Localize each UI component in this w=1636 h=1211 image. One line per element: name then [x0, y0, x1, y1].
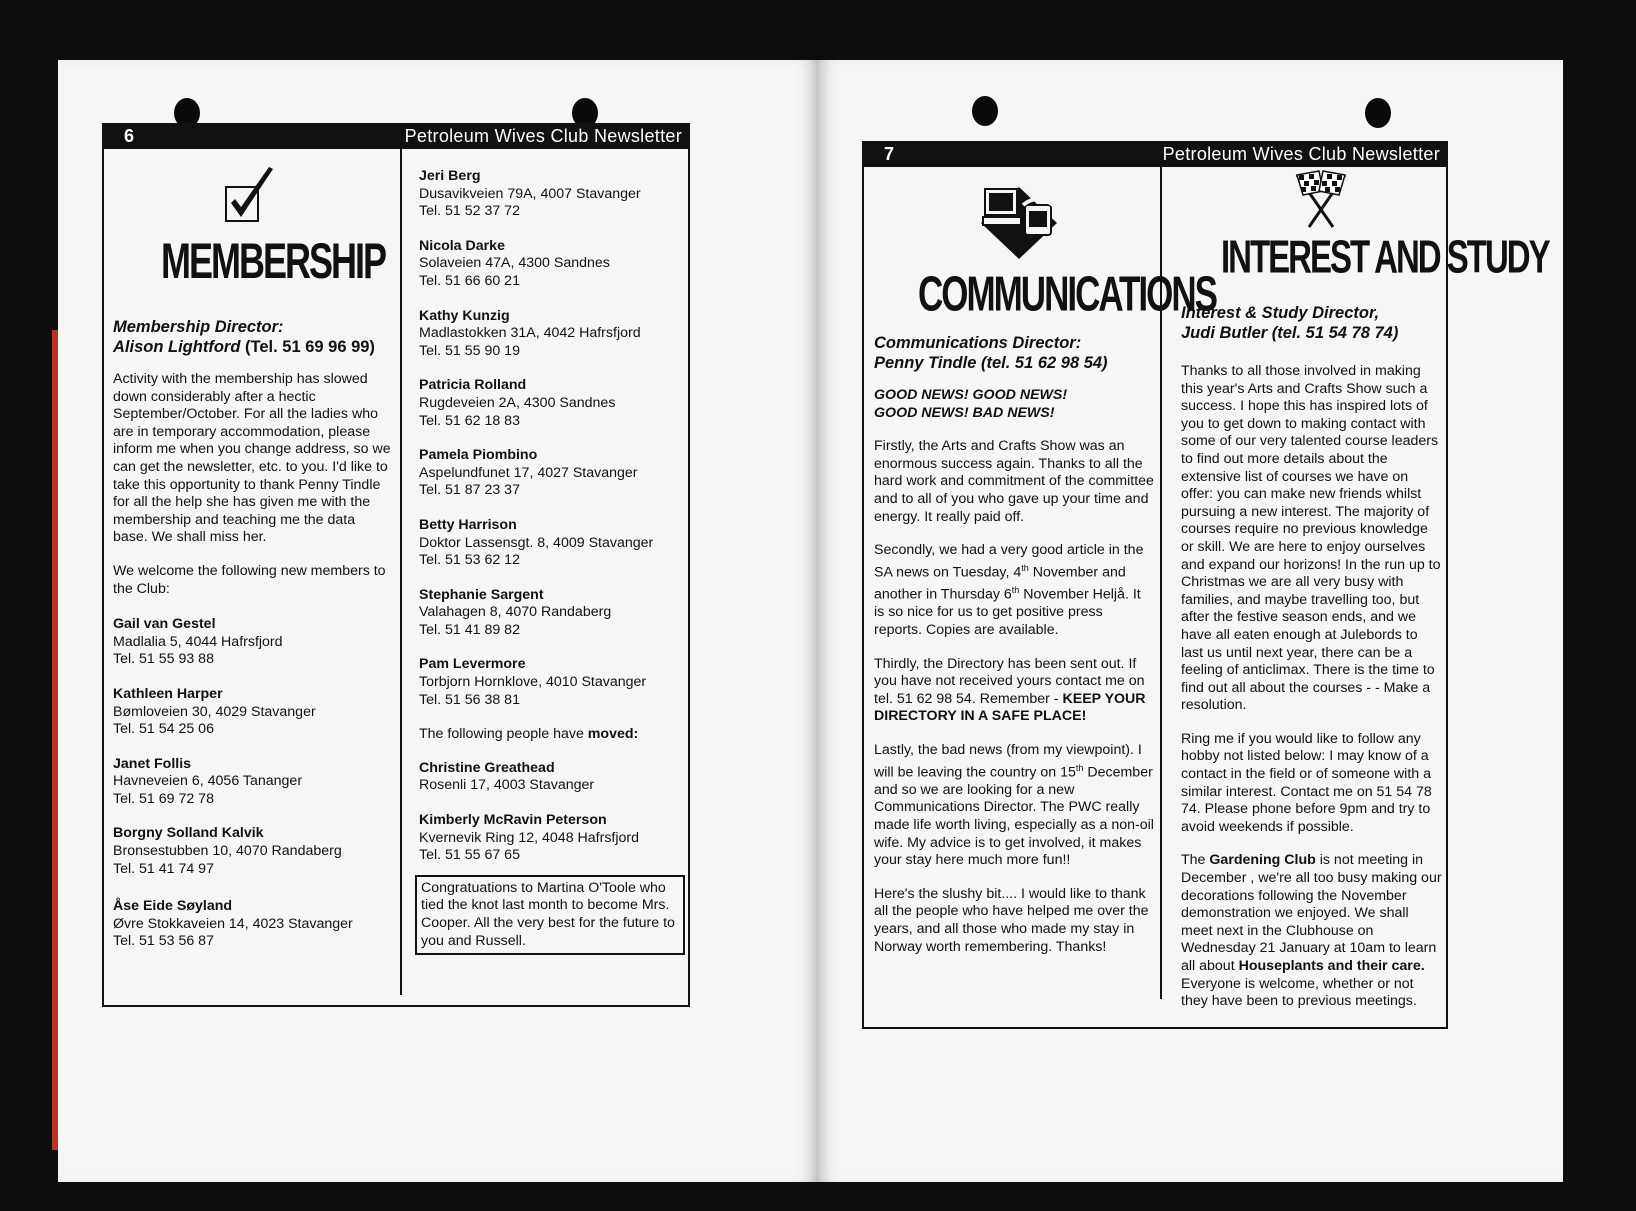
section-heading-membership: MEMBERSHIP [161, 231, 386, 289]
column-divider [400, 149, 402, 995]
checkered-flags-icon [1287, 169, 1355, 229]
comm-paragraph: Lastly, the bad news (from my viewpoint). I will be leaving the country on 15th December and so we are looking for a new Communications Director. The PWC really made life worth living, especially as a non-oil wife. My advice is to get involved, it makes your stay here much more fun!! [874, 741, 1154, 869]
list-item: Kathy Kunzig Madlastokken 31A, 4042 Hafrsfjord Tel. 51 55 90 19 [419, 307, 641, 359]
punch-hole [1365, 98, 1391, 128]
interest-study-column [1181, 165, 1549, 1027]
left-page-frame [102, 123, 690, 1007]
list-item: Jeri Berg Dusavikveien 79A, 4007 Stavanger Tel. 51 52 37 72 [419, 168, 641, 220]
section-heading-interest-study: INTEREST AND STUDY [1221, 230, 1549, 283]
newsletter-title: Petroleum Wives Club Newsletter [404, 126, 682, 146]
newsletter-title: Petroleum Wives Club Newsletter [1162, 144, 1440, 164]
list-item: Nicola Darke Solaveien 47A, 4300 Sandnes Tel. 51 66 60 21 [419, 237, 610, 289]
list-item: Betty Harrison Doktor Lassensgt. 8, 4009 Stavanger Tel. 51 53 62 12 [419, 516, 654, 569]
list-item: Christine Greathead Rosenli 17, 4003 Stavanger [419, 759, 595, 794]
list-item: Janet Follis Havneveien 6, 4056 Tananger Tel. 51 69 72 78 [113, 755, 303, 807]
page-header [864, 143, 1446, 167]
welcome-text: We welcome the following new members to the Club: [113, 562, 386, 597]
membership-director: Membership Director: Alison Lightford (Tel. 51 69 96 99) [113, 318, 375, 356]
communications-director: Communications Director: Penny Tindle (tel. 51 62 98 54) [874, 334, 1108, 372]
congratulations-box: Congratuations to Martina O'Toole who tied the knot last month to become Mrs. Cooper. All the very best for the future to you and Russell. [415, 875, 685, 955]
membership-intro: Activity with the membership has slowed down considerably after a hectic September/October. For all the ladies who are in temporary accommodation, please inform me when you change address, so we can get the newsletter, etc. to you. I'd like to take this opportunity to thank Penny Tindle for all the help she has given me with the membership and teaching me the data base. We shall miss her. [113, 371, 391, 546]
list-item: Patricia Rolland Rugdeveien 2A, 4300 Sandnes Tel. 51 62 18 83 [419, 377, 616, 429]
interest-study-director: Interest & Study Director, Judi Butler (tel. 51 54 78 74) [1181, 304, 1399, 342]
list-item: Kathleen Harper Bømloveien 30, 4029 Stavanger Tel. 51 54 25 06 [113, 685, 316, 738]
page-number: 7 [884, 144, 895, 164]
computer-telephone-icon [979, 185, 1059, 261]
checkbox-check-icon [223, 165, 277, 225]
interest-paragraph: Thanks to all those involved in making this year's Arts and Crafts Show such a success. I hope this has inspired lots of you to get down to making contact with some of our very talented course leaders to find out more details about the extensive list of courses we have on offer: you can make new friends whilst pursuing a new interest. The majority of courses require no previous knowledge or skill. We are here to enjoy ourselves and expand our horizons! In the run up to Christmas we are all very busy with families, and maybe travelling too, but after the festive season ends, and we have all eaten enough at Julebords to last us until next year, there can be a feeling of anticlimax. There is the time to find out all about the courses - - Make a resolution. [1181, 363, 1441, 714]
members-column-2 [419, 168, 681, 955]
interest-paragraph: Ring me if you would like to follow any hobby not listed below: I may know of a contact in the field or of someone with a similar interest. Contact me on 51 54 78 74. Please phone before 9pm and try to avoid weekends if possible. [1181, 730, 1432, 835]
punch-hole [972, 96, 998, 126]
comm-paragraph: Here's the slushy bit.... I would like to thank all the people who have helped me over the years, and all those who made my stay in Norway worth remembering. Thanks! [874, 885, 1149, 955]
good-news-headline: GOOD NEWS! GOOD NEWS! GOOD NEWS! BAD NEWS! [874, 387, 1068, 421]
membership-column [113, 163, 391, 968]
comm-paragraph: Thirdly, the Directory has been sent out. If you have not received yours contact me on tel. 51 62 98 54. Remember - KEEP YOUR DIRECTORY IN A SAFE PLACE! [874, 655, 1146, 725]
right-page [818, 60, 1563, 1182]
list-item: Kimberly McRavin Peterson Kvernevik Ring 12, 4048 Hafrsfjord Tel. 51 55 67 65 [419, 812, 640, 864]
comm-paragraph: Firstly, the Arts and Crafts Show was an enormous success again. Thanks to all the hard work and commitment of the committee and to all of you who gave up your time and energy. It really paid off. [874, 438, 1154, 525]
moved-heading: The following people have moved: [419, 726, 639, 743]
list-item: Stephanie Sargent Valahagen 8, 4070 Randaberg Tel. 51 41 89 82 [419, 586, 612, 638]
right-page-frame [862, 141, 1549, 1029]
list-item: Pamela Piombino Aspelundfunet 17, 4027 Stavanger Tel. 51 87 23 37 [419, 447, 638, 499]
page-header [104, 125, 688, 149]
section-heading-communications: COMMUNICATIONS [918, 267, 1216, 322]
list-item: Åse Eide Søyland Øvre Stokkaveien 14, 4023 Stavanger Tel. 51 53 56 87 [113, 898, 353, 950]
communications-column [874, 183, 1216, 972]
list-item: Borgny Solland Kalvik Bronsestubben 10, 4070 Randaberg Tel. 51 41 74 97 [113, 825, 342, 877]
list-item: Gail van Gestel Madlalia 5, 4044 Hafrsfjord Tel. 51 55 93 88 [113, 616, 283, 668]
comm-paragraph: Secondly, we had a very good article in the SA news on Tuesday, 4th November and another in Thursday 6th November Heljå. It is so nice for us to get positive press reports. Copies are available. [874, 542, 1144, 638]
list-item: Pam Levermore Torbjorn Hornklove, 4010 Stavanger Tel. 51 56 38 81 [419, 656, 647, 708]
left-page [58, 60, 818, 1182]
interest-paragraph: The Gardening Club is not meeting in December , we're all too busy making our decorations following the November demonstration we enjoyed. We shall meet next in the Clubhouse on Wednesday 21 January at 10am to learn all about Houseplants and their care. Everyone is welcome, whether or not they have been to previous meetings. [1181, 852, 1442, 1010]
page-number: 6 [124, 126, 135, 146]
